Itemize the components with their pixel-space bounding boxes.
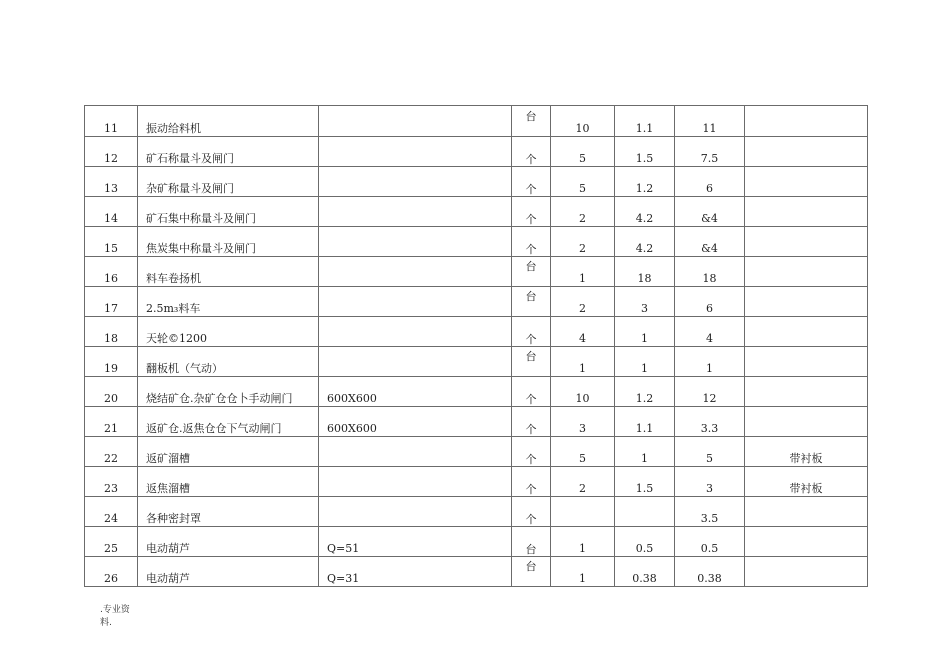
cell-remark <box>745 407 868 437</box>
cell-unit-text: 个 <box>525 513 537 526</box>
cell-qty <box>551 317 615 347</box>
cell-total-weight-text: 5 <box>706 452 713 465</box>
cell-name-text: 焦炭集中称量斗及闸门 <box>146 242 256 255</box>
cell-qty <box>551 407 615 437</box>
cell-total-weight-text: 1 <box>706 362 713 375</box>
cell-no <box>85 497 138 527</box>
cell-no-text: 14 <box>104 212 118 225</box>
table-row <box>85 106 868 137</box>
cell-unit-weight <box>615 257 675 287</box>
cell-no <box>85 467 138 497</box>
cell-qty-text: 2 <box>579 212 586 225</box>
cell-unit-text: 台 <box>525 560 537 573</box>
cell-qty <box>551 437 615 467</box>
footer-line-2: 料. <box>100 618 112 628</box>
cell-no-text: 12 <box>104 152 118 165</box>
cell-no-text: 17 <box>104 302 118 315</box>
cell-total-weight <box>675 347 745 377</box>
cell-qty-text: 1 <box>579 272 586 285</box>
cell-no <box>85 377 138 407</box>
cell-remark <box>745 106 868 137</box>
cell-no-text: 20 <box>104 392 118 405</box>
cell-spec <box>319 317 512 347</box>
cell-unit-text: 台 <box>525 260 537 273</box>
cell-unit-weight <box>615 227 675 257</box>
table-row <box>85 197 868 227</box>
cell-unit <box>512 497 551 527</box>
cell-total-weight <box>675 407 745 437</box>
cell-name <box>138 197 319 227</box>
cell-qty <box>551 467 615 497</box>
cell-qty-text: 2 <box>579 482 586 495</box>
cell-no-text: 22 <box>104 452 118 465</box>
cell-unit-weight-text: 1.2 <box>635 392 654 405</box>
cell-qty-text: 3 <box>579 422 586 435</box>
cell-unit-text: 台 <box>525 350 537 363</box>
cell-no-text: 24 <box>104 512 118 525</box>
cell-spec-text: 600X600 <box>327 422 377 435</box>
cell-unit-text: 个 <box>525 183 537 196</box>
cell-no <box>85 137 138 167</box>
cell-unit-weight <box>615 106 675 137</box>
cell-no-text: 15 <box>104 242 118 255</box>
cell-remark <box>745 377 868 407</box>
footer-line-1: .专业资 <box>100 605 130 615</box>
cell-unit <box>512 467 551 497</box>
cell-no <box>85 317 138 347</box>
cell-name-text: 返矿溜槽 <box>146 452 190 465</box>
cell-qty-text: 1 <box>579 542 586 555</box>
cell-spec <box>319 407 512 437</box>
cell-remark <box>745 287 868 317</box>
cell-no <box>85 437 138 467</box>
cell-no <box>85 287 138 317</box>
cell-unit-weight <box>615 377 675 407</box>
cell-unit-weight-text: 1.1 <box>635 422 654 435</box>
cell-spec <box>319 137 512 167</box>
cell-remark <box>745 527 868 557</box>
cell-no <box>85 557 138 587</box>
cell-no <box>85 227 138 257</box>
cell-unit-weight <box>615 317 675 347</box>
cell-unit <box>512 437 551 467</box>
cell-total-weight <box>675 106 745 137</box>
cell-unit-weight-text: 4.2 <box>635 212 654 225</box>
equipment-table <box>84 105 868 587</box>
table-row <box>85 287 868 317</box>
cell-name-text: 料车卷扬机 <box>146 272 201 285</box>
cell-total-weight <box>675 377 745 407</box>
cell-total-weight-text: 0.5 <box>700 542 719 555</box>
cell-spec <box>319 467 512 497</box>
cell-name <box>138 467 319 497</box>
cell-qty-text: 5 <box>579 152 586 165</box>
cell-spec-text: Q=31 <box>327 572 360 585</box>
cell-unit-weight-text: 1.1 <box>635 122 654 135</box>
cell-name <box>138 227 319 257</box>
cell-qty <box>551 527 615 557</box>
cell-spec <box>319 527 512 557</box>
cell-unit <box>512 106 551 137</box>
cell-total-weight <box>675 527 745 557</box>
cell-unit-weight <box>615 287 675 317</box>
page-footer <box>100 604 130 630</box>
cell-unit-weight-text: 1.2 <box>635 182 654 195</box>
cell-unit-text: 个 <box>525 333 537 346</box>
cell-remark <box>745 197 868 227</box>
cell-total-weight-text: 6 <box>706 302 713 315</box>
cell-remark <box>745 227 868 257</box>
cell-name-text: 返矿仓.返焦仓仓下气动闸门 <box>146 422 282 435</box>
cell-name <box>138 106 319 137</box>
table-row <box>85 557 868 587</box>
cell-unit-weight-text: 1.5 <box>635 152 654 165</box>
cell-qty-text: 1 <box>579 362 586 375</box>
cell-unit-text: 台 <box>525 110 537 123</box>
cell-name-text: 烧结矿仓.杂矿仓仓卜手动闸门 <box>146 392 293 405</box>
cell-spec <box>319 437 512 467</box>
cell-unit-weight <box>615 347 675 377</box>
cell-no <box>85 407 138 437</box>
cell-total-weight <box>675 497 745 527</box>
cell-total-weight-text: 12 <box>702 392 717 405</box>
cell-name-text: 电动葫芦 <box>146 572 190 585</box>
cell-unit-weight <box>615 407 675 437</box>
cell-name-text: 翻板机（气动） <box>146 362 223 375</box>
cell-total-weight <box>675 137 745 167</box>
cell-remark <box>745 317 868 347</box>
cell-qty-text: 2 <box>579 302 586 315</box>
cell-qty <box>551 347 615 377</box>
cell-unit <box>512 227 551 257</box>
cell-qty <box>551 106 615 137</box>
cell-name <box>138 377 319 407</box>
cell-qty-text: 4 <box>579 332 586 345</box>
cell-name-text: 天轮©1200 <box>146 332 207 345</box>
table-row <box>85 227 868 257</box>
cell-unit-weight <box>615 167 675 197</box>
cell-qty-text: 5 <box>579 182 586 195</box>
cell-no <box>85 197 138 227</box>
cell-qty-text: 10 <box>575 122 590 135</box>
cell-name <box>138 347 319 377</box>
cell-total-weight <box>675 227 745 257</box>
cell-unit-text: 个 <box>525 393 537 406</box>
cell-spec <box>319 347 512 377</box>
cell-total-weight-text: 3 <box>706 482 713 495</box>
cell-total-weight <box>675 287 745 317</box>
cell-qty <box>551 557 615 587</box>
cell-total-weight <box>675 557 745 587</box>
cell-no-text: 19 <box>104 362 118 375</box>
cell-spec-text: 600X600 <box>327 392 377 405</box>
cell-unit <box>512 377 551 407</box>
cell-spec <box>319 197 512 227</box>
cell-no-text: 11 <box>104 122 118 135</box>
cell-total-weight <box>675 437 745 467</box>
cell-unit-text: 个 <box>525 483 537 496</box>
cell-qty-text: 2 <box>579 242 586 255</box>
cell-unit <box>512 407 551 437</box>
cell-qty <box>551 257 615 287</box>
cell-unit-text: 台 <box>525 543 537 556</box>
cell-unit <box>512 317 551 347</box>
table-row <box>85 407 868 437</box>
cell-qty <box>551 497 615 527</box>
cell-no <box>85 106 138 137</box>
cell-qty <box>551 167 615 197</box>
cell-qty <box>551 137 615 167</box>
cell-name <box>138 437 319 467</box>
cell-spec <box>319 557 512 587</box>
cell-unit-text: 个 <box>525 243 537 256</box>
table-body <box>85 106 868 587</box>
cell-total-weight <box>675 467 745 497</box>
cell-remark <box>745 167 868 197</box>
cell-name-text: 各种密封罩 <box>146 512 201 525</box>
table-row <box>85 497 868 527</box>
cell-unit-weight-text: 1 <box>641 332 648 345</box>
cell-total-weight-text: 4 <box>706 332 713 345</box>
cell-spec <box>319 497 512 527</box>
cell-total-weight-text: &4 <box>701 212 718 225</box>
cell-no <box>85 257 138 287</box>
cell-remark <box>745 437 868 467</box>
cell-spec <box>319 227 512 257</box>
cell-unit-weight-text: 1 <box>641 362 648 375</box>
cell-total-weight-text: &4 <box>701 242 718 255</box>
cell-no-text: 26 <box>104 572 118 585</box>
cell-unit-weight <box>615 467 675 497</box>
cell-no-text: 25 <box>104 542 118 555</box>
cell-unit-weight-text: 3 <box>641 302 648 315</box>
cell-no <box>85 527 138 557</box>
cell-no <box>85 167 138 197</box>
cell-name <box>138 287 319 317</box>
cell-unit-text: 台 <box>525 290 537 303</box>
cell-total-weight <box>675 317 745 347</box>
cell-spec <box>319 257 512 287</box>
cell-unit-weight <box>615 557 675 587</box>
cell-qty <box>551 377 615 407</box>
cell-unit-weight <box>615 197 675 227</box>
cell-unit-weight <box>615 497 675 527</box>
cell-unit-weight-text: 18 <box>637 272 652 285</box>
cell-unit <box>512 347 551 377</box>
cell-unit <box>512 257 551 287</box>
cell-unit-weight <box>615 437 675 467</box>
table-row <box>85 377 868 407</box>
cell-name-text: 矿石集中称量斗及闸门 <box>146 212 256 225</box>
cell-unit-weight-text: 1 <box>641 452 648 465</box>
table-row <box>85 317 868 347</box>
cell-unit-text: 个 <box>525 153 537 166</box>
table-row <box>85 347 868 377</box>
cell-total-weight <box>675 167 745 197</box>
cell-spec <box>319 287 512 317</box>
cell-unit <box>512 527 551 557</box>
cell-name-text: 杂矿称量斗及闸门 <box>146 182 234 195</box>
cell-total-weight-text: 6 <box>706 182 713 195</box>
cell-name-text: 矿石称量斗及闸门 <box>146 152 234 165</box>
cell-remark <box>745 497 868 527</box>
cell-name <box>138 257 319 287</box>
cell-name-text: 电动葫芦 <box>146 542 190 555</box>
cell-qty <box>551 197 615 227</box>
table-row <box>85 437 868 467</box>
cell-no <box>85 347 138 377</box>
table-row <box>85 467 868 497</box>
cell-no-text: 21 <box>104 422 118 435</box>
cell-spec <box>319 377 512 407</box>
cell-unit-weight <box>615 527 675 557</box>
cell-unit <box>512 137 551 167</box>
table-row <box>85 137 868 167</box>
cell-name <box>138 557 319 587</box>
cell-total-weight-text: 3.3 <box>700 422 719 435</box>
cell-qty <box>551 287 615 317</box>
cell-qty-text: 1 <box>579 572 586 585</box>
cell-name-text: 2.5m₃料车 <box>146 302 201 315</box>
cell-total-weight-text: 11 <box>702 122 717 135</box>
cell-qty-text: 5 <box>579 452 586 465</box>
cell-name <box>138 317 319 347</box>
cell-unit-text: 个 <box>525 423 537 436</box>
cell-unit-weight-text: 4.2 <box>635 242 654 255</box>
cell-spec <box>319 106 512 137</box>
cell-remark <box>745 137 868 167</box>
cell-total-weight-text: 7.5 <box>700 152 719 165</box>
cell-remark <box>745 257 868 287</box>
cell-total-weight-text: 0.38 <box>697 572 722 585</box>
cell-spec <box>319 167 512 197</box>
table-row <box>85 527 868 557</box>
cell-unit <box>512 287 551 317</box>
cell-unit-text: 个 <box>525 453 537 466</box>
cell-unit-weight-text: 0.38 <box>632 572 657 585</box>
cell-total-weight-text: 3.5 <box>700 512 719 525</box>
cell-unit-text: 个 <box>525 213 537 226</box>
cell-total-weight-text: 18 <box>702 272 717 285</box>
cell-no-text: 13 <box>104 182 118 195</box>
cell-no-text: 18 <box>104 332 118 345</box>
cell-name <box>138 167 319 197</box>
cell-total-weight <box>675 257 745 287</box>
table-row <box>85 257 868 287</box>
cell-no-text: 23 <box>104 482 118 495</box>
cell-no-text: 16 <box>104 272 118 285</box>
table-row <box>85 167 868 197</box>
cell-qty <box>551 227 615 257</box>
cell-name <box>138 497 319 527</box>
cell-unit <box>512 557 551 587</box>
cell-remark <box>745 467 868 497</box>
cell-unit <box>512 167 551 197</box>
cell-unit-weight <box>615 137 675 167</box>
cell-name-text: 返焦溜槽 <box>146 482 190 495</box>
cell-remark-text: 带衬板 <box>789 452 823 465</box>
cell-name-text: 振动给料机 <box>146 122 201 135</box>
cell-name <box>138 407 319 437</box>
cell-unit-weight-text: 0.5 <box>635 542 654 555</box>
cell-qty-text: 10 <box>575 392 590 405</box>
cell-name <box>138 527 319 557</box>
cell-remark <box>745 347 868 377</box>
cell-remark-text: 带衬板 <box>789 482 823 495</box>
cell-total-weight <box>675 197 745 227</box>
cell-unit-weight-text: 1.5 <box>635 482 654 495</box>
cell-spec-text: Q=51 <box>327 542 360 555</box>
cell-remark <box>745 557 868 587</box>
cell-unit <box>512 197 551 227</box>
cell-name <box>138 137 319 167</box>
